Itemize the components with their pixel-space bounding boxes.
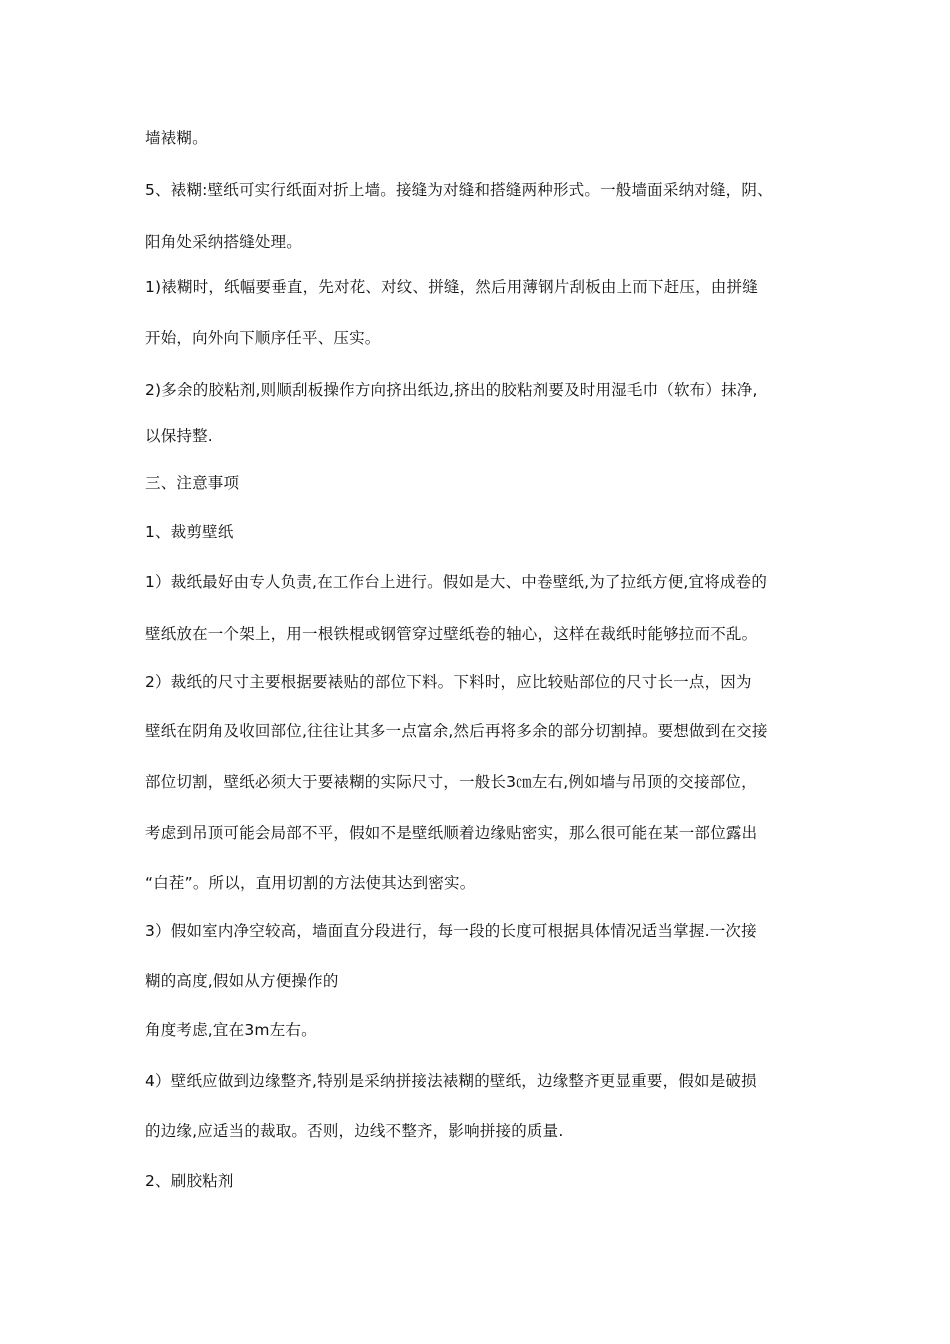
text-line: 以保持整.	[145, 427, 213, 445]
text-line: 3）假如室内净空较高，墙面直分段进行，每一段的长度可根据具体情况适当掌握.一次接	[145, 922, 757, 940]
section-heading: 三、注意事项	[145, 474, 240, 492]
text-line: 阳角处采纳搭缝处理。	[145, 233, 303, 251]
text-line: 4）壁纸应做到边缘整齐,特别是采纳拼接法裱糊的壁纸，边缘整齐更显重要，假如是破损	[145, 1072, 757, 1090]
text-line: 糊的高度,假如从方便操作的	[145, 972, 339, 990]
text-line: 1)裱糊时，纸幅要垂直，先对花、对纹、拼缝，然后用薄钢片刮板由上而下赶压，由拼缝	[145, 278, 758, 296]
text-line: 考虑到吊顶可能会局部不平，假如不是壁纸顺着边缘贴密实，那么很可能在某一部位露出	[145, 824, 758, 842]
text-line: 开始，向外向下顺序任平、压实。	[145, 329, 381, 347]
text-line: 2)多余的胶粘剂,则顺刮板操作方向挤出纸边,挤出的胶粘剂要及时用湿毛巾（软布）抹净,	[145, 381, 758, 399]
subsection-heading: 1、裁剪壁纸	[145, 523, 234, 541]
text-line: 壁纸在阴角及收回部位,往往让其多一点富余,然后再将多余的部分切割掉。要想做到在交接	[145, 722, 768, 740]
subsection-heading: 2、刷胶粘剂	[145, 1172, 234, 1190]
text-line: “白茬”。所以，直用切割的方法使其达到密实。	[145, 874, 476, 892]
text-line: 部位切割，壁纸必须大于要裱糊的实际尺寸，一般长3㎝左右,例如墙与吊顶的交接部位，	[145, 773, 757, 791]
text-line: 的边缘,应适当的裁取。否则，边线不整齐，影响拼接的质量.	[145, 1122, 564, 1140]
text-line: 2）裁纸的尺寸主要根据要裱贴的部位下料。下料时，应比较贴部位的尺寸长一点，因为	[145, 673, 752, 691]
text-line: 5、裱糊:壁纸可实行纸面对折上墙。接缝为对缝和搭缝两种形式。一般墙面采纳对缝，阴、	[145, 181, 773, 199]
text-line: 1）裁纸最好由专人负责,在工作台上进行。假如是大、中卷壁纸,为了拉纸方便,宜将成卷的	[145, 573, 768, 591]
text-line: 壁纸放在一个架上，用一根铁棍或钢管穿过壁纸卷的轴心，这样在裁纸时能够拉而不乱。	[145, 625, 758, 643]
text-line: 墙裱糊。	[145, 129, 208, 147]
text-line: 角度考虑,宜在3m左右。	[145, 1021, 317, 1039]
